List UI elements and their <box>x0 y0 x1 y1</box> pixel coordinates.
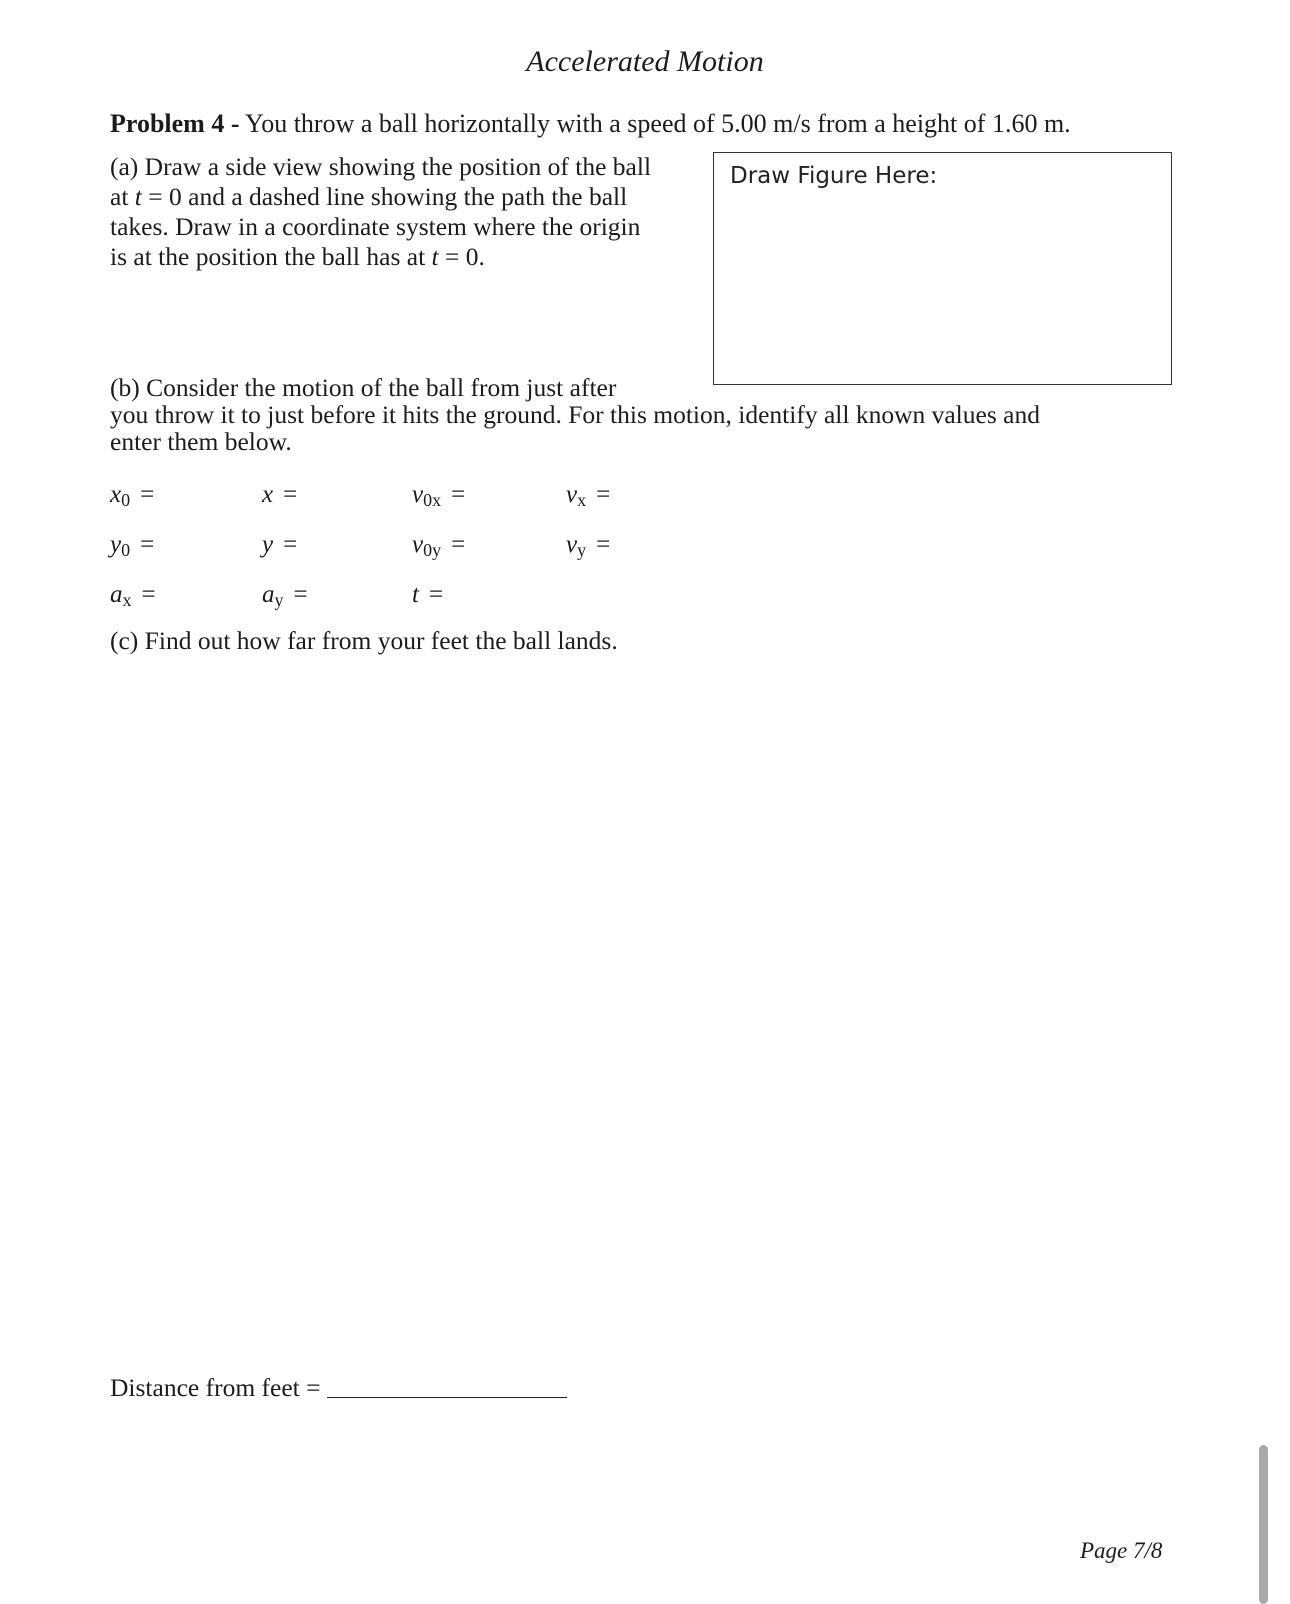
var-x[interactable] <box>262 480 297 510</box>
var-v0y[interactable] <box>412 530 465 560</box>
part-a-line-4-pre: is at the position the ball has at <box>110 242 432 271</box>
page-number: Page 7/8 <box>1080 1538 1163 1563</box>
part-a-line-2-pre: at <box>110 182 135 211</box>
var-ay-eq: = <box>293 581 308 608</box>
var-vy[interactable] <box>566 530 610 560</box>
var-vx-sub: x <box>577 490 587 510</box>
var-x-eq: = <box>283 481 298 508</box>
var-vx[interactable] <box>566 480 610 510</box>
distance-label: Distance from feet = <box>110 1373 321 1402</box>
var-vx-eq: = <box>596 481 611 508</box>
figure-box-label: Draw Figure Here: <box>730 163 938 189</box>
distance-answer <box>110 1372 567 1404</box>
var-y0[interactable] <box>110 530 154 560</box>
var-x0-eq: = <box>140 481 155 508</box>
part-a-line-4-post: = 0. <box>438 242 485 271</box>
problem-label: Problem 4 - <box>110 109 240 138</box>
var-ay-sub: y <box>274 590 284 610</box>
part-a-time-var: t <box>134 182 142 211</box>
var-x0-base: x <box>110 481 122 508</box>
part-b-line-2: you throw it to just before it hits the ground. For this motion, identify all known values and <box>110 400 1040 429</box>
part-c-question: (c) Find out how far from your feet the ball lands. <box>110 626 618 655</box>
var-t[interactable] <box>412 580 443 610</box>
var-v0y-base: v <box>412 531 424 558</box>
var-ax-eq: = <box>141 581 156 608</box>
var-vy-base: v <box>566 531 578 558</box>
var-ax[interactable] <box>110 580 156 610</box>
var-vx-base: v <box>566 481 578 508</box>
part-a-line-3: takes. Draw in a coordinate system where the origin <box>110 212 641 241</box>
var-vy-sub: y <box>577 540 587 560</box>
page-title: Accelerated Motion <box>526 45 764 78</box>
var-y0-eq: = <box>140 531 155 558</box>
var-y-eq: = <box>283 531 298 558</box>
scrollbar-thumb[interactable] <box>1259 1445 1268 1604</box>
var-ay[interactable] <box>262 580 308 610</box>
var-y0-base: y <box>110 531 122 558</box>
var-v0x-sub: 0x <box>423 490 442 510</box>
part-b-line-1: (b) Consider the motion of the ball from just after <box>110 373 617 402</box>
draw-figure-box[interactable] <box>713 152 1172 385</box>
part-a-line-4 <box>110 242 695 272</box>
var-ay-base: a <box>262 581 275 608</box>
var-y-base: y <box>262 531 274 558</box>
var-ax-sub: x <box>122 590 132 610</box>
part-b-line-3: enter them below. <box>110 427 292 456</box>
var-v0y-sub: 0y <box>423 540 442 560</box>
part-a-line-1: (a) Draw a side view showing the position of the ball <box>110 152 652 181</box>
var-x0[interactable] <box>110 480 154 510</box>
part-b-instructions <box>110 374 1210 455</box>
var-ax-base: a <box>110 581 123 608</box>
var-t-base: t <box>412 581 419 608</box>
problem-text: You throw a ball horizontally with a speed of 5.00 m/s from a height of 1.60 m. <box>239 109 1071 138</box>
var-y[interactable] <box>262 530 297 560</box>
var-t-eq: = <box>428 581 444 608</box>
var-v0x[interactable] <box>412 480 465 510</box>
var-x0-sub: 0 <box>121 490 131 510</box>
var-y0-sub: 0 <box>121 540 131 560</box>
distance-answer-blank[interactable] <box>327 1373 567 1398</box>
var-v0y-eq: = <box>451 531 466 558</box>
part-a-time-var-2: t <box>431 242 439 271</box>
var-x-base: x <box>262 481 274 508</box>
var-v0x-eq: = <box>451 481 466 508</box>
problem-statement <box>110 106 1210 142</box>
part-a-line-2 <box>110 182 695 212</box>
var-v0x-base: v <box>412 481 424 508</box>
var-vy-eq: = <box>596 531 611 558</box>
part-a-line-2-post: = 0 and a dashed line showing the path the ball <box>141 182 628 211</box>
part-a-instructions <box>110 152 695 272</box>
